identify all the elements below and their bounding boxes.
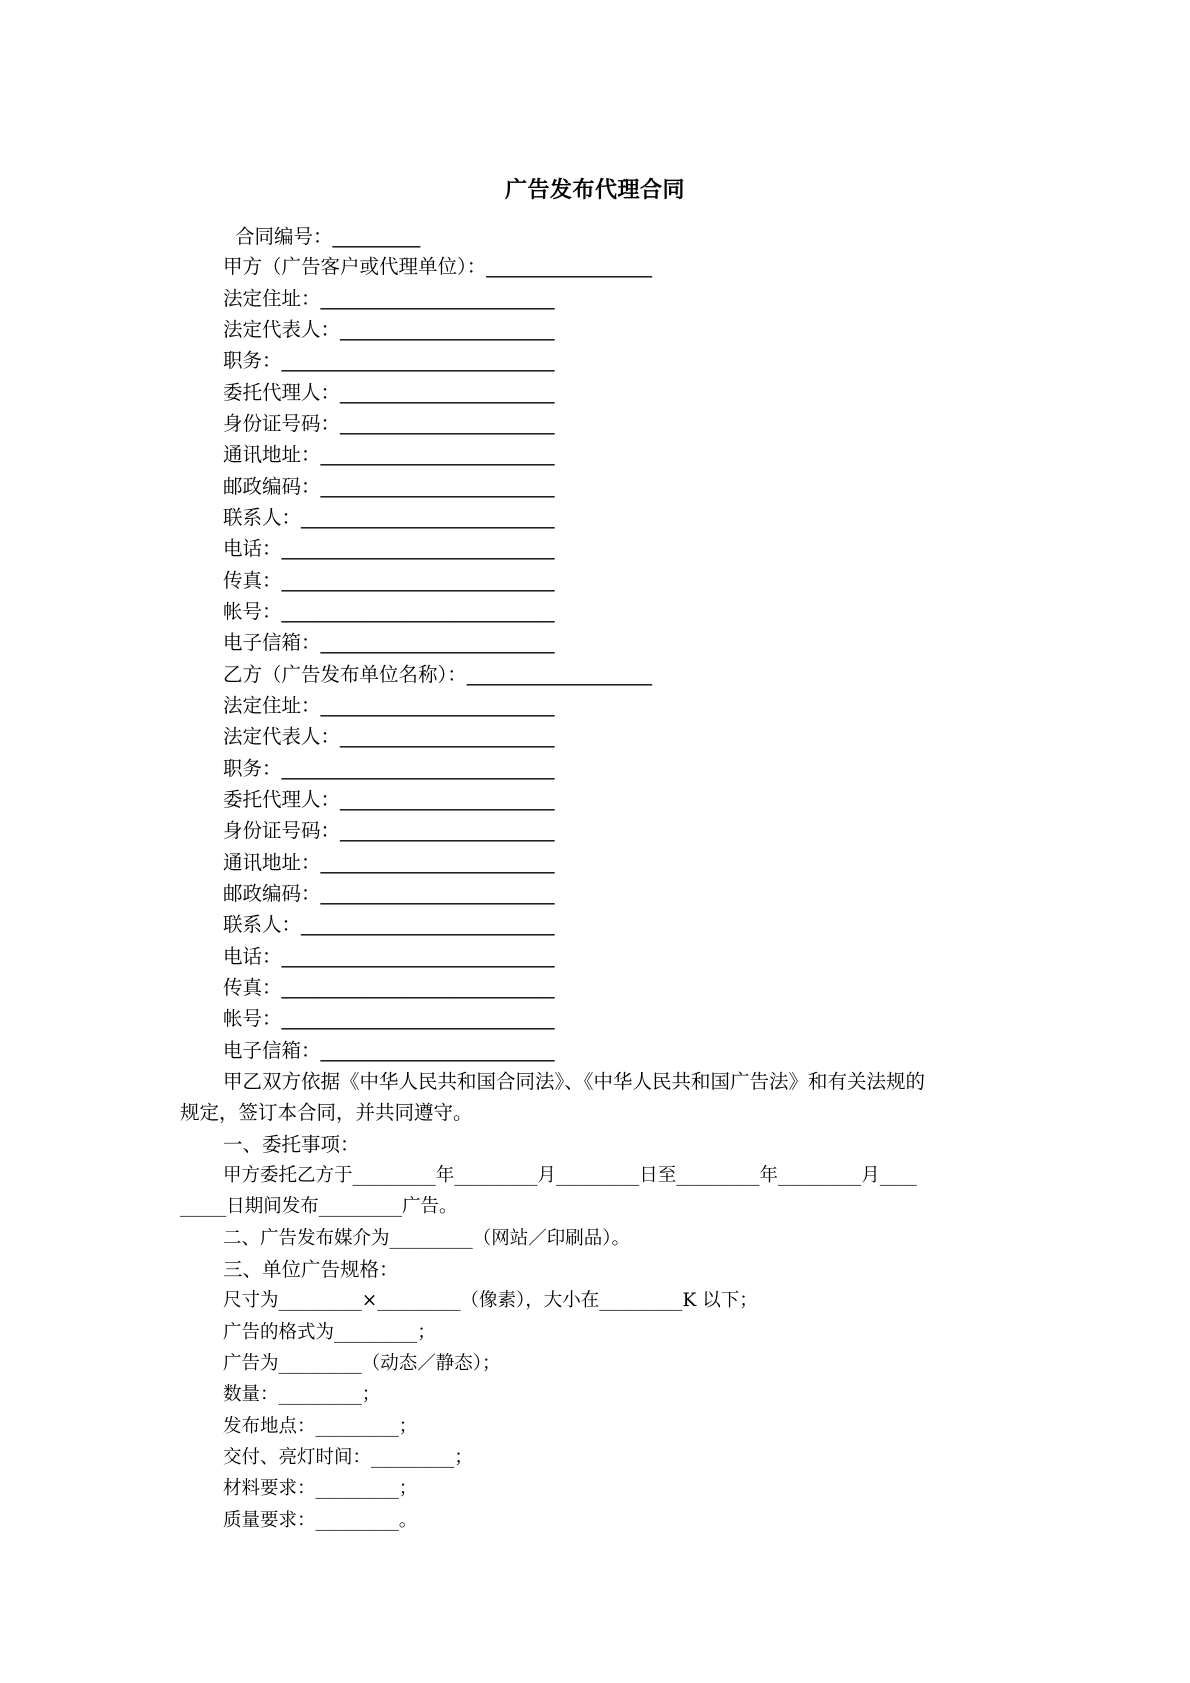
party-a-email: 电子信箱：________________________ <box>223 631 555 654</box>
party-a-contact: 联系人：__________________________ <box>223 506 555 529</box>
document-title: 广告发布代理合同 <box>504 178 685 203</box>
party-a-mail-address: 通讯地址：________________________ <box>223 443 555 466</box>
party-b-fax: 传真：____________________________ <box>223 976 555 999</box>
preamble-line-2: 规定，签订本合同，并共同遵守。 <box>180 1101 473 1124</box>
contract-number-field: 合同编号：_________ <box>235 225 421 248</box>
party-a-agent: 委托代理人：______________________ <box>223 381 555 404</box>
party-a-id-number: 身份证号码：______________________ <box>223 412 555 435</box>
party-a-address: 法定住址：________________________ <box>223 287 555 310</box>
party-b-postcode: 邮政编码：________________________ <box>223 882 555 905</box>
spec-location: 发布地点：_________； <box>223 1416 418 1437</box>
section-3-heading: 三、单位广告规格： <box>223 1258 399 1281</box>
spec-material: 材料要求：_________； <box>223 1478 418 1499</box>
party-a-postcode: 邮政编码：________________________ <box>223 475 555 498</box>
party-a-position: 职务：____________________________ <box>223 349 555 372</box>
party-a-phone: 电话：____________________________ <box>223 537 555 560</box>
spec-type: 广告为_________（动态／静态）； <box>223 1353 501 1374</box>
party-b-mail-address: 通讯地址：________________________ <box>223 851 555 874</box>
party-b-legal-rep: 法定代表人：______________________ <box>223 725 555 748</box>
spec-format: 广告的格式为_________； <box>223 1322 436 1343</box>
section-1-line-1: 甲方委托乙方于_________年_________月_________日至_________年_________月____ <box>223 1165 917 1186</box>
section-1-heading: 一、委托事项： <box>223 1133 360 1156</box>
spec-delivery: 交付、亮灯时间：_________； <box>223 1447 473 1468</box>
party-b-account: 帐号：____________________________ <box>223 1007 555 1030</box>
spec-quality: 质量要求：_________。 <box>223 1510 418 1531</box>
party-b-email: 电子信箱：________________________ <box>223 1039 555 1062</box>
party-a-legal-rep: 法定代表人：______________________ <box>223 318 555 341</box>
spec-quantity: 数量：_________； <box>223 1384 381 1405</box>
party-a-fax: 传真：____________________________ <box>223 569 555 592</box>
party-b-position: 职务：____________________________ <box>223 757 555 780</box>
spec-size: 尺寸为_________×_________（像素），大小在_________K 以下； <box>223 1290 758 1311</box>
party-b-address: 法定住址：________________________ <box>223 694 555 717</box>
party-b-phone: 电话：____________________________ <box>223 945 555 968</box>
party-b-header: 乙方（广告发布单位名称）：___________________ <box>223 663 653 686</box>
party-b-id-number: 身份证号码：______________________ <box>223 819 555 842</box>
party-b-contact: 联系人：__________________________ <box>223 913 555 936</box>
party-b-agent: 委托代理人：______________________ <box>223 788 555 811</box>
party-a-header: 甲方（广告客户或代理单位）：_________________ <box>223 255 653 278</box>
section-2-media: 二、广告发布媒介为_________（网站／印刷品）。 <box>223 1228 631 1249</box>
party-a-account: 帐号：____________________________ <box>223 600 555 623</box>
preamble-line-1: 甲乙双方依据《中华人民共和国合同法》、《中华人民共和国广告法》和有关法规的 <box>223 1070 926 1093</box>
section-1-line-2: _____日期间发布_________广告。 <box>180 1196 458 1217</box>
